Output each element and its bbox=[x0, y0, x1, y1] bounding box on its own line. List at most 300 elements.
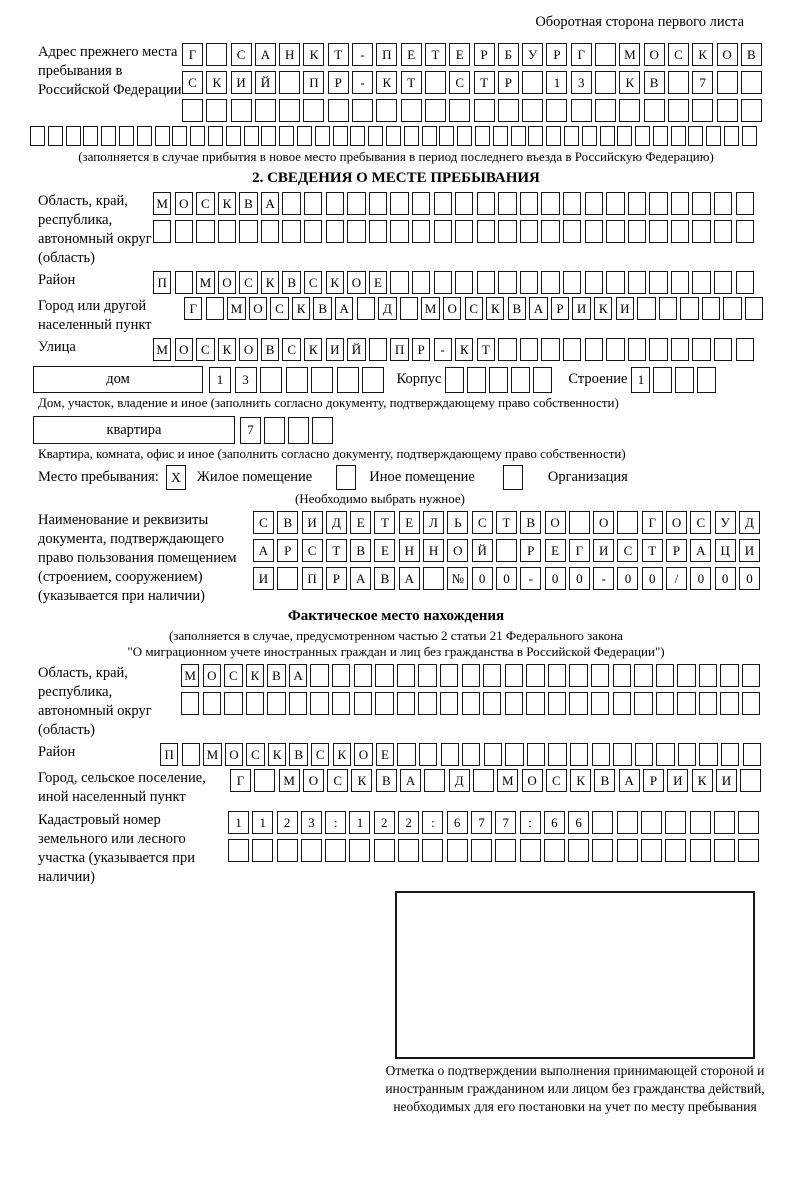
char-cell bbox=[606, 192, 624, 215]
char-cell: К bbox=[486, 297, 504, 320]
char-cell bbox=[252, 839, 273, 862]
char-cell: И bbox=[716, 769, 737, 792]
char-cell: С bbox=[311, 743, 329, 766]
char-cell: Р bbox=[326, 567, 347, 590]
char-cell bbox=[736, 271, 754, 294]
char-cell: 0 bbox=[642, 567, 663, 590]
char-cell bbox=[419, 743, 437, 766]
char-cell bbox=[671, 338, 689, 361]
char-cell bbox=[738, 811, 759, 834]
apartment-box-label: квартира bbox=[33, 416, 235, 444]
char-cell: М bbox=[153, 338, 171, 361]
char-cell bbox=[717, 99, 738, 122]
char-cell: Е bbox=[376, 743, 394, 766]
char-cell bbox=[175, 271, 193, 294]
char-cell bbox=[311, 367, 333, 393]
char-cell: 7 bbox=[240, 417, 261, 444]
char-cell: К bbox=[455, 338, 473, 361]
char-cell bbox=[717, 71, 738, 94]
char-cell: 2 bbox=[277, 811, 298, 834]
char-cell bbox=[288, 417, 309, 444]
char-cell bbox=[434, 192, 452, 215]
char-cell bbox=[697, 367, 716, 393]
char-cell bbox=[505, 743, 523, 766]
korpus-cells bbox=[445, 367, 555, 393]
district-label: Район bbox=[38, 272, 76, 288]
char-cell bbox=[680, 297, 698, 320]
char-cell: К bbox=[292, 297, 310, 320]
char-cell bbox=[304, 220, 322, 243]
char-cell bbox=[498, 271, 516, 294]
char-cell bbox=[569, 692, 587, 715]
char-cell bbox=[582, 126, 597, 146]
char-cell bbox=[526, 692, 544, 715]
char-cell bbox=[736, 192, 754, 215]
char-cell bbox=[30, 126, 45, 146]
char-cell: И bbox=[593, 539, 614, 562]
char-cell: Т bbox=[328, 43, 349, 66]
char-cell bbox=[678, 743, 696, 766]
char-cell bbox=[595, 43, 616, 66]
char-cell bbox=[440, 664, 458, 687]
char-cell bbox=[246, 692, 264, 715]
char-cell bbox=[261, 220, 279, 243]
char-cell bbox=[83, 126, 98, 146]
char-cell: О bbox=[249, 297, 267, 320]
char-cell: Й bbox=[255, 71, 276, 94]
char-cell: К bbox=[570, 769, 591, 792]
char-cell bbox=[326, 192, 344, 215]
char-cell bbox=[585, 338, 603, 361]
char-cell bbox=[390, 192, 408, 215]
char-cell: 7 bbox=[495, 811, 516, 834]
char-cell: К bbox=[303, 43, 324, 66]
char-cell bbox=[400, 297, 418, 320]
section2-heading: 2. СВЕДЕНИЯ О МЕСТЕ ПРЕБЫВАНИЯ bbox=[252, 170, 540, 186]
char-cell: О bbox=[203, 664, 221, 687]
char-cell bbox=[548, 743, 566, 766]
char-cell: А bbox=[399, 567, 420, 590]
char-cell bbox=[279, 99, 300, 122]
char-cell: 0 bbox=[617, 567, 638, 590]
confirmation-stamp-box bbox=[395, 891, 755, 1059]
char-cell bbox=[656, 692, 674, 715]
char-cell bbox=[483, 692, 501, 715]
char-cell: О bbox=[717, 43, 738, 66]
char-cell bbox=[332, 664, 350, 687]
char-cell bbox=[477, 192, 495, 215]
char-cell bbox=[723, 297, 741, 320]
char-cell: К bbox=[594, 297, 612, 320]
char-cell: И bbox=[302, 511, 323, 534]
char-cell: С bbox=[327, 769, 348, 792]
char-cell: Т bbox=[477, 338, 495, 361]
char-cell: Г bbox=[182, 43, 203, 66]
char-cell: Е bbox=[401, 43, 422, 66]
char-cell: - bbox=[434, 338, 452, 361]
char-cell bbox=[692, 338, 710, 361]
char-cell bbox=[617, 839, 638, 862]
char-cell: Р bbox=[412, 338, 430, 361]
region-row-2 bbox=[153, 220, 757, 243]
char-cell: П bbox=[303, 71, 324, 94]
char-cell bbox=[637, 297, 655, 320]
char-cell: В bbox=[594, 769, 615, 792]
char-cell bbox=[541, 271, 559, 294]
char-cell bbox=[606, 220, 624, 243]
char-cell bbox=[418, 664, 436, 687]
char-cell: М bbox=[279, 769, 300, 792]
char-cell bbox=[714, 271, 732, 294]
char-cell bbox=[404, 126, 419, 146]
char-cell: - bbox=[352, 43, 373, 66]
char-cell bbox=[286, 367, 308, 393]
char-cell bbox=[375, 664, 393, 687]
char-cell: В bbox=[520, 511, 541, 534]
char-cell: И bbox=[739, 539, 760, 562]
char-cell bbox=[190, 126, 205, 146]
char-cell: С bbox=[302, 539, 323, 562]
char-cell: Е bbox=[449, 43, 470, 66]
char-cell: С bbox=[270, 297, 288, 320]
char-cell bbox=[571, 99, 592, 122]
char-cell: К bbox=[218, 338, 236, 361]
char-cell bbox=[541, 192, 559, 215]
document-field bbox=[30, 511, 762, 606]
street-row bbox=[153, 338, 757, 361]
char-cell: Р bbox=[666, 539, 687, 562]
char-cell bbox=[279, 71, 300, 94]
char-cell: С bbox=[224, 664, 242, 687]
char-cell: К bbox=[692, 769, 713, 792]
char-cell bbox=[659, 297, 677, 320]
char-cell bbox=[522, 71, 543, 94]
char-cell bbox=[352, 99, 373, 122]
char-cell bbox=[692, 271, 710, 294]
house-note: Дом, участок, владение и иное (заполнить согласно документу, подтверждающему право собственности) bbox=[38, 395, 619, 410]
char-cell bbox=[471, 839, 492, 862]
char-cell bbox=[206, 297, 224, 320]
char-cell bbox=[665, 811, 686, 834]
char-cell bbox=[738, 839, 759, 862]
actual-region-row-2 bbox=[181, 692, 764, 715]
char-cell bbox=[714, 839, 735, 862]
prev-address-row-1 bbox=[182, 43, 765, 66]
char-cell bbox=[563, 271, 581, 294]
char-cell bbox=[742, 126, 757, 146]
char-cell bbox=[264, 417, 285, 444]
char-cell bbox=[457, 126, 472, 146]
house-number-cells bbox=[209, 367, 388, 393]
char-cell: 0 bbox=[690, 567, 711, 590]
char-cell bbox=[244, 126, 259, 146]
char-cell bbox=[628, 192, 646, 215]
char-cell bbox=[137, 126, 152, 146]
char-cell bbox=[153, 220, 171, 243]
char-cell bbox=[563, 220, 581, 243]
char-cell bbox=[653, 126, 668, 146]
char-cell: Г bbox=[642, 511, 663, 534]
char-cell bbox=[439, 126, 454, 146]
char-cell: Г bbox=[569, 539, 590, 562]
district-row bbox=[153, 271, 757, 294]
char-cell bbox=[702, 297, 720, 320]
char-cell bbox=[390, 271, 408, 294]
char-cell bbox=[714, 192, 732, 215]
char-cell bbox=[743, 743, 761, 766]
char-cell: К bbox=[304, 338, 322, 361]
char-cell: В bbox=[313, 297, 331, 320]
char-cell: 0 bbox=[496, 567, 517, 590]
char-cell: Р bbox=[498, 71, 519, 94]
char-cell: 6 bbox=[447, 811, 468, 834]
char-cell: И bbox=[667, 769, 688, 792]
char-cell bbox=[592, 743, 610, 766]
actual-region-field bbox=[30, 664, 762, 740]
char-cell: С bbox=[617, 539, 638, 562]
char-cell bbox=[498, 220, 516, 243]
char-cell bbox=[585, 192, 603, 215]
char-cell: О bbox=[239, 338, 257, 361]
char-cell bbox=[304, 192, 322, 215]
char-cell: Н bbox=[399, 539, 420, 562]
char-cell bbox=[226, 126, 241, 146]
char-cell: Т bbox=[425, 43, 446, 66]
char-cell bbox=[277, 839, 298, 862]
actual-region-label: Область, край, республика, автономный округ (область) bbox=[38, 665, 152, 738]
char-cell bbox=[570, 743, 588, 766]
apartment-note: Квартира, комната, офис и иное (заполнить согласно документу, подтверждающему право собственности) bbox=[38, 446, 626, 461]
char-cell: В bbox=[741, 43, 762, 66]
char-cell: К bbox=[268, 743, 286, 766]
char-cell: О bbox=[354, 743, 372, 766]
char-cell bbox=[546, 126, 561, 146]
char-cell bbox=[520, 839, 541, 862]
char-cell bbox=[585, 271, 603, 294]
char-cell bbox=[347, 220, 365, 243]
char-cell: 1 bbox=[209, 367, 231, 393]
char-cell bbox=[354, 664, 372, 687]
char-cell: У bbox=[715, 511, 736, 534]
actual-district-field bbox=[30, 743, 762, 766]
district-field bbox=[30, 271, 762, 294]
char-cell: С bbox=[239, 271, 257, 294]
char-cell: М bbox=[497, 769, 518, 792]
char-cell: А bbox=[619, 769, 640, 792]
char-cell bbox=[634, 664, 652, 687]
char-cell bbox=[489, 367, 508, 393]
char-cell bbox=[690, 811, 711, 834]
char-cell: Н bbox=[279, 43, 300, 66]
char-cell: К bbox=[218, 192, 236, 215]
char-cell bbox=[182, 99, 203, 122]
city-row bbox=[184, 297, 767, 320]
char-cell: И bbox=[253, 567, 274, 590]
char-cell: Г bbox=[230, 769, 251, 792]
char-cell bbox=[745, 297, 763, 320]
char-cell: И bbox=[572, 297, 590, 320]
char-cell bbox=[369, 220, 387, 243]
char-cell bbox=[649, 271, 667, 294]
char-cell bbox=[606, 271, 624, 294]
char-cell: Б bbox=[498, 43, 519, 66]
char-cell: С bbox=[182, 71, 203, 94]
char-cell bbox=[310, 664, 328, 687]
char-cell bbox=[48, 126, 63, 146]
char-cell: А bbox=[253, 539, 274, 562]
char-cell bbox=[386, 126, 401, 146]
char-cell bbox=[228, 839, 249, 862]
document-row-1 bbox=[253, 511, 763, 534]
char-cell bbox=[376, 99, 397, 122]
char-cell bbox=[328, 99, 349, 122]
char-cell bbox=[677, 664, 695, 687]
char-cell bbox=[569, 664, 587, 687]
char-cell bbox=[333, 126, 348, 146]
house-box-label: дом bbox=[33, 366, 203, 393]
char-cell bbox=[595, 99, 616, 122]
char-cell: С bbox=[231, 43, 252, 66]
char-cell: П bbox=[160, 743, 178, 766]
char-cell bbox=[692, 99, 713, 122]
char-cell: / bbox=[666, 567, 687, 590]
char-cell: 1 bbox=[252, 811, 273, 834]
char-cell bbox=[533, 367, 552, 393]
char-cell bbox=[473, 769, 494, 792]
char-cell: Т bbox=[374, 511, 395, 534]
char-cell bbox=[101, 126, 116, 146]
char-cell: 6 bbox=[568, 811, 589, 834]
char-cell bbox=[628, 271, 646, 294]
char-cell: Е bbox=[399, 511, 420, 534]
char-cell bbox=[182, 743, 200, 766]
char-cell: К bbox=[333, 743, 351, 766]
char-cell bbox=[422, 126, 437, 146]
char-cell bbox=[390, 220, 408, 243]
char-cell: К bbox=[206, 71, 227, 94]
stay-option-organization-checkbox bbox=[503, 465, 523, 490]
char-cell: М bbox=[181, 664, 199, 687]
char-cell: Р bbox=[520, 539, 541, 562]
char-cell bbox=[224, 692, 242, 715]
char-cell bbox=[740, 769, 761, 792]
char-cell bbox=[412, 192, 430, 215]
char-cell: Н bbox=[423, 539, 444, 562]
char-cell bbox=[699, 664, 717, 687]
char-cell: Т bbox=[496, 511, 517, 534]
char-cell bbox=[261, 126, 276, 146]
char-cell: О bbox=[347, 271, 365, 294]
char-cell bbox=[337, 367, 359, 393]
char-cell: П bbox=[153, 271, 171, 294]
char-cell: О bbox=[666, 511, 687, 534]
region-row-1 bbox=[153, 192, 757, 215]
char-cell bbox=[714, 220, 732, 243]
stay-option-dwelling-checkbox: X bbox=[166, 465, 186, 490]
char-cell bbox=[449, 99, 470, 122]
char-cell bbox=[520, 271, 538, 294]
char-cell bbox=[742, 664, 760, 687]
actual-district-row bbox=[160, 743, 764, 766]
char-cell bbox=[350, 126, 365, 146]
char-cell: Т bbox=[401, 71, 422, 94]
char-cell bbox=[483, 664, 501, 687]
char-cell bbox=[563, 338, 581, 361]
char-cell: О bbox=[175, 338, 193, 361]
char-cell bbox=[354, 692, 372, 715]
char-cell bbox=[568, 839, 589, 862]
char-cell bbox=[591, 664, 609, 687]
stay-option-dwelling-label: Жилое помещение bbox=[196, 469, 313, 485]
actual-location-heading: Фактическое место нахождения bbox=[287, 608, 505, 624]
char-cell: С bbox=[465, 297, 483, 320]
char-cell bbox=[369, 338, 387, 361]
char-cell bbox=[196, 220, 214, 243]
char-cell: 3 bbox=[571, 71, 592, 94]
char-cell bbox=[369, 192, 387, 215]
char-cell: М bbox=[421, 297, 439, 320]
char-cell bbox=[520, 220, 538, 243]
char-cell: О bbox=[644, 43, 665, 66]
actual-location-note-1: (заполняется в случае, предусмотренном частью 2 статьи 21 Федерального закона bbox=[169, 628, 623, 643]
char-cell: О bbox=[545, 511, 566, 534]
char-cell: В bbox=[267, 664, 285, 687]
char-cell bbox=[724, 126, 739, 146]
char-cell: В bbox=[350, 539, 371, 562]
char-cell bbox=[181, 692, 199, 715]
char-cell bbox=[279, 126, 294, 146]
char-cell: - bbox=[352, 71, 373, 94]
char-cell bbox=[511, 367, 530, 393]
char-cell bbox=[172, 126, 187, 146]
char-cell bbox=[423, 567, 444, 590]
char-cell: 7 bbox=[471, 811, 492, 834]
prev-address-row-4 bbox=[30, 126, 762, 146]
char-cell: Е bbox=[545, 539, 566, 562]
char-cell bbox=[546, 99, 567, 122]
char-cell bbox=[520, 192, 538, 215]
stroenie-label: Строение bbox=[568, 371, 628, 387]
char-cell bbox=[303, 99, 324, 122]
char-cell bbox=[498, 99, 519, 122]
apartment-row bbox=[33, 416, 762, 444]
char-cell bbox=[239, 220, 257, 243]
char-cell bbox=[595, 71, 616, 94]
char-cell bbox=[649, 192, 667, 215]
char-cell bbox=[434, 271, 452, 294]
char-cell: Е bbox=[350, 511, 371, 534]
char-cell bbox=[277, 567, 298, 590]
char-cell bbox=[66, 126, 81, 146]
char-cell: 0 bbox=[472, 567, 493, 590]
korpus-label: Корпус bbox=[396, 371, 442, 387]
char-cell: 7 bbox=[692, 71, 713, 94]
stroenie-cells bbox=[631, 367, 719, 393]
char-cell: С bbox=[196, 192, 214, 215]
char-cell: Й bbox=[347, 338, 365, 361]
char-cell bbox=[440, 692, 458, 715]
char-cell: В bbox=[277, 511, 298, 534]
actual-city-row bbox=[230, 769, 765, 792]
char-cell: : bbox=[325, 811, 346, 834]
actual-city-field bbox=[30, 769, 762, 807]
char-cell: С bbox=[546, 769, 567, 792]
char-cell: С bbox=[668, 43, 689, 66]
char-cell: П bbox=[390, 338, 408, 361]
char-cell bbox=[656, 664, 674, 687]
char-cell: Д bbox=[378, 297, 396, 320]
char-cell: Р bbox=[546, 43, 567, 66]
